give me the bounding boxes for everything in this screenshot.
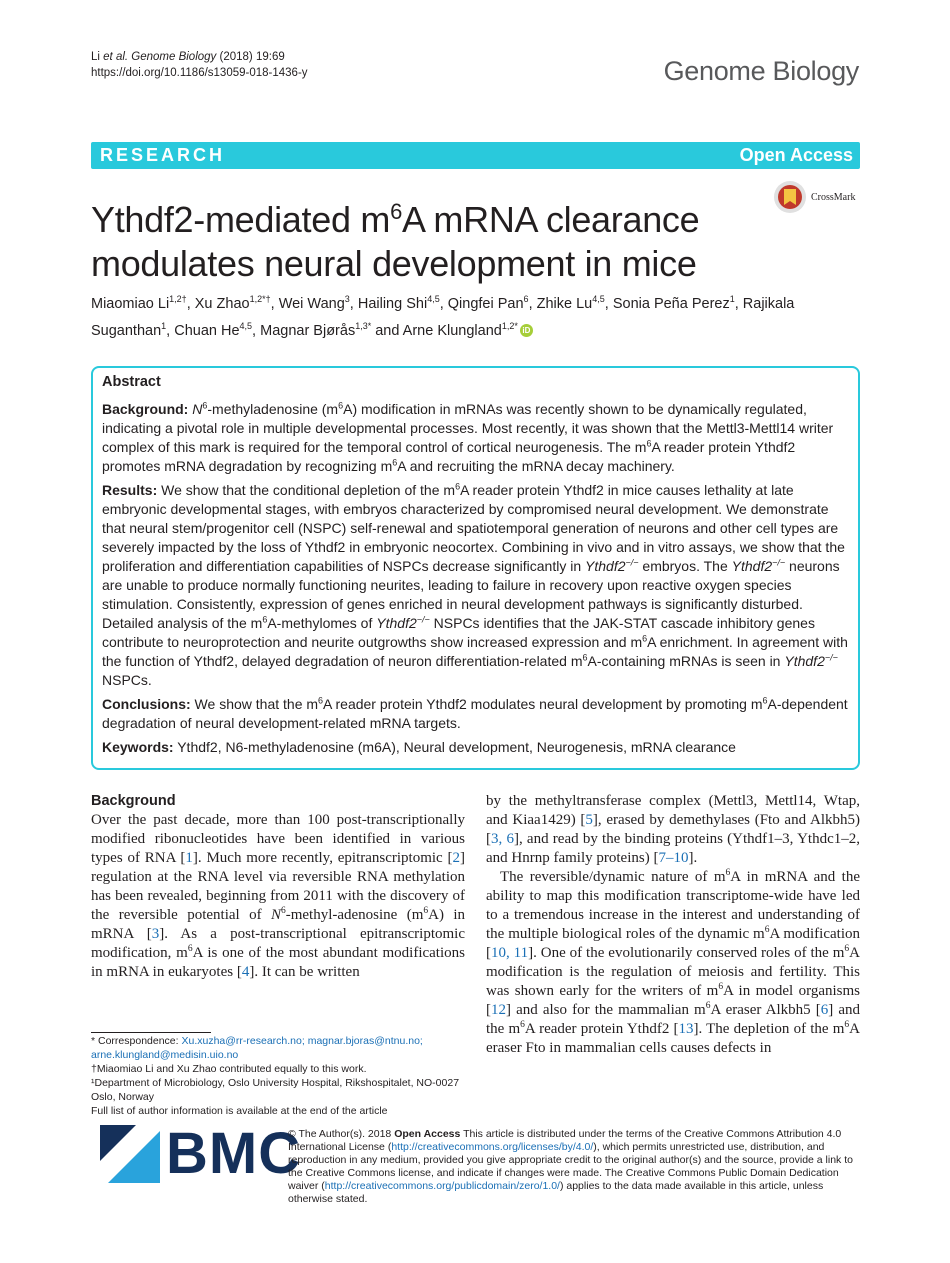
license-text-2: ), which permits unrestricted use, distribution, and reproduction in any medium, provided you give appropriate credit to the original author(s) and the source, provide a link to the Creative Commons license, and indicate if changes were made. The Creative Commons Public Domain Dedication waiver ( <box>288 1141 853 1192</box>
bmc-logo <box>100 1121 302 1186</box>
crossmark-badge[interactable] <box>773 180 855 214</box>
author-separator: , <box>604 295 613 312</box>
author-list <box>91 288 861 342</box>
author-affiliation: 1,3* <box>355 320 372 331</box>
keywords-text: Ythdf2, N6-methyladenosine (m6A), Neural development, Neurogenesis, mRNA clearance <box>177 739 736 755</box>
author-affiliation: 6 <box>523 294 529 304</box>
author-name: Miaomiao Li <box>91 295 170 312</box>
paragraph: Over the past decade, more than 100 post-transcriptionally modified ribonucleotides have been identified in various types of RNA [1]. Much more recently, epitranscriptomic [2] regulation at the RNA level via reversible RNA methylation has been revealed, beginning from 2011 with the discovery of the reversible potential of $N^6-methyl$-adenosine $(m^6A)$ in mRNA [3]. As a post-transcriptional epitranscriptomic modification, $m^6A$ is one of the most abundant modifications in mRNA in eukaryotes [4]. It can be written <box>91 812 465 980</box>
article-type-banner <box>91 142 860 169</box>
section-heading-background: Background <box>91 793 176 809</box>
affiliation-note: ¹Department of Microbiology, Oslo University Hospital, Rikshospitalet, NO-0027 Oslo, Norway <box>91 1077 460 1103</box>
body-column-left <box>91 792 465 982</box>
author-separator: , <box>734 295 743 312</box>
author-separator: , <box>186 295 195 312</box>
author-name: Sonia Peña Perez <box>612 295 730 312</box>
abstract-heading: Abstract <box>102 374 161 390</box>
author-separator: , <box>349 295 358 312</box>
citation-journal: et al. Genome Biology <box>103 51 217 63</box>
author-separator: , <box>252 322 261 339</box>
results-label: Results: <box>102 482 158 498</box>
author-separator: and <box>371 322 403 339</box>
author-affiliation: 1,2* <box>501 320 518 331</box>
author-name: Xu Zhao <box>194 295 250 312</box>
license-text <box>288 1128 860 1206</box>
author-affiliation: 4,5 <box>427 294 440 304</box>
correspondence-label: * Correspondence: <box>91 1035 179 1047</box>
correspondence-emails[interactable]: Xu.xuzha@rr-research.no; magnar.bjoras@ntnu.no; arne.klungland@medisin.uio.no <box>91 1035 423 1061</box>
copyright: © The Author(s). 2018 <box>288 1128 392 1140</box>
citation-header <box>91 49 308 81</box>
author-affiliation: 1,2*† <box>249 294 271 304</box>
abstract-keywords <box>102 738 850 757</box>
body-column-right <box>486 792 860 1058</box>
author-name: Qingfei Pan <box>447 295 524 312</box>
article-title <box>91 190 751 286</box>
license-link[interactable]: http://creativecommons.org/licenses/by/4.0/ <box>391 1141 594 1153</box>
author-affiliation: 1 <box>161 320 167 331</box>
abstract-results: Results: We show that the conditional depletion of the $m^6A$ reader protein Ythdf2 in mice causes lethality at late embryonic developmental stages, with embryos characterized by compromised neural development. We demonstrate that neural stem/progenitor cell (NSPC) self-renewal and spatiotemporal generation of neurons and other cell types are severely impacted by the loss of Ythdf2 in embryonic neocortex. Combining in vivo and in vitro assays, we show that the proliferation and differentiation capabilities of NSPCs decrease significantly in Ythdf2−/− embryos. The Ythdf2−/− neurons are unable to produce normally functioning neurites, leading to failure in recovery upon reactive oxygen species stimulation. Consistently, expression of genes enriched in neural development pathways is significantly disturbed. Detailed analysis of the $m^6A$-methylomes of Ythdf2−/− NSPCs identifies that the JAK-STAT cascade inhibitory genes contribute to neuroprotection and neurite outgrowths show increased expression and $m^6A$ enrichment. In agreement with the function of Ythdf2, delayed degradation of neuron differentiation-related $m^6A$-containing mRNAs is seen in Ythdf2−/− NSPCs. <box>102 481 848 688</box>
author-name: Zhike Lu <box>536 295 593 312</box>
journal-name: Genome Biology <box>663 56 859 86</box>
author-separator: , <box>439 295 448 312</box>
crossmark-icon <box>773 180 807 214</box>
author-name: Wei Wang <box>278 295 345 312</box>
author-name: Chuan He <box>174 322 240 339</box>
author-name: Magnar Bjørås <box>260 322 356 339</box>
author-separator: , <box>528 295 537 312</box>
doi-link[interactable]: https://doi.org/10.1186/s13059-018-1436-y <box>91 67 308 79</box>
conclusions-label: Conclusions: <box>102 696 191 712</box>
citation-year-volume: (2018) 19:69 <box>219 51 285 63</box>
keywords-label: Keywords: <box>102 739 174 755</box>
open-access-label: Open Access <box>739 145 853 165</box>
author-separator: , <box>270 295 279 312</box>
title-part2: A mRNA clearance modulates neural development in mice <box>91 199 700 284</box>
background-label: Background: <box>102 401 189 417</box>
author-affiliation: 3 <box>344 294 350 304</box>
equal-contribution-note: †Miaomiao Li and Xu Zhao contributed equally to this work. <box>91 1063 367 1075</box>
abstract-background: Background: $N^6$-methyladenosine $(m^6A)$ modification in mRNAs was recently shown to be dynamically regulated, indicating a pivotal role in multiple developmental processes. Most recently, it was shown that the Mettl3-Mettl14 writer complex of this mark is required for the temporal control of cortical neurogenesis. The $m^6A$ reader protein Ythdf2 promotes mRNA degradation by recognizing $m^6A$ and recruiting the mRNA decay machinery. <box>102 400 834 474</box>
crossmark-label: CrossMark <box>811 191 856 203</box>
bmc-logo-icon <box>100 1125 160 1183</box>
orcid-icon[interactable]: iD <box>520 324 533 337</box>
abstract-box <box>91 366 860 770</box>
article-type: RESEARCH <box>100 145 226 165</box>
author-name: Arne Klungland <box>402 322 502 339</box>
author-affiliation: 4,5 <box>239 320 253 331</box>
abstract-body <box>102 400 850 762</box>
author-name: Rajikala Suganthan <box>91 295 795 339</box>
license-text-1: This article is distributed under the terms of the Creative Commons Attribution 4.0 International License ( <box>288 1128 842 1153</box>
author-affiliation: 1 <box>729 294 735 304</box>
footnote-rule <box>91 1032 211 1033</box>
author-name: Hailing Shi <box>357 295 428 312</box>
footnotes <box>91 1034 466 1118</box>
author-affiliation: 4,5 <box>592 294 605 304</box>
author-affiliation: 1,2† <box>169 294 187 304</box>
title-sup: 6 <box>390 199 402 224</box>
title-part1: Ythdf2-mediated m <box>91 199 391 240</box>
open-access-inline: Open Access <box>394 1128 461 1140</box>
abstract-conclusions: Conclusions: We show that the $m^6A$ reader protein Ythdf2 modulates neural development by promoting $m^6A$-dependent degradation of neural development-related mRNA targets. <box>102 695 848 731</box>
paragraph: by the methyltransferase complex (Mettl3, Mettl14, Wtap, and Kiaa1429) [5], erased by demethylases (Fto and Alkbh5) [3, 6], and read by the binding proteins (Ythdf1–3, Ythdc1–2, and Hnrnp family proteins) [7–10]. <box>486 793 860 866</box>
bmc-logo-text: BMC <box>166 1121 302 1186</box>
paragraph: The reversible/dynamic nature of $m^6A$ in mRNA and the ability to map this modification transcriptome-wide have led to a tremendous increase in the interest and understanding of the multiple biological roles of the dynamic $m^6A$ modification [10, 11]. One of the evolutionarily conserved roles of the $m^6A$ modification is the regulation of meiosis and fertility. This was shown early for the writers of $m^6A$ in model organisms [12] and also for the mammalian $m^6A$ eraser Alkbh5 [6] and the $m^6A$ reader protein Ythdf2 [13]. The depletion of the $m^6A$ eraser Fto in mammalian cells causes defects in <box>486 868 861 1056</box>
license-text-3: ) applies to the data made available in this article, unless otherwise stated. <box>288 1180 824 1205</box>
author-info-note: Full list of author information is available at the end of the article <box>91 1105 388 1117</box>
citation-authors: Li <box>91 51 100 63</box>
public-domain-link[interactable]: http://creativecommons.org/publicdomain/zero/1.0/ <box>324 1180 560 1192</box>
author-separator: , <box>166 322 175 339</box>
